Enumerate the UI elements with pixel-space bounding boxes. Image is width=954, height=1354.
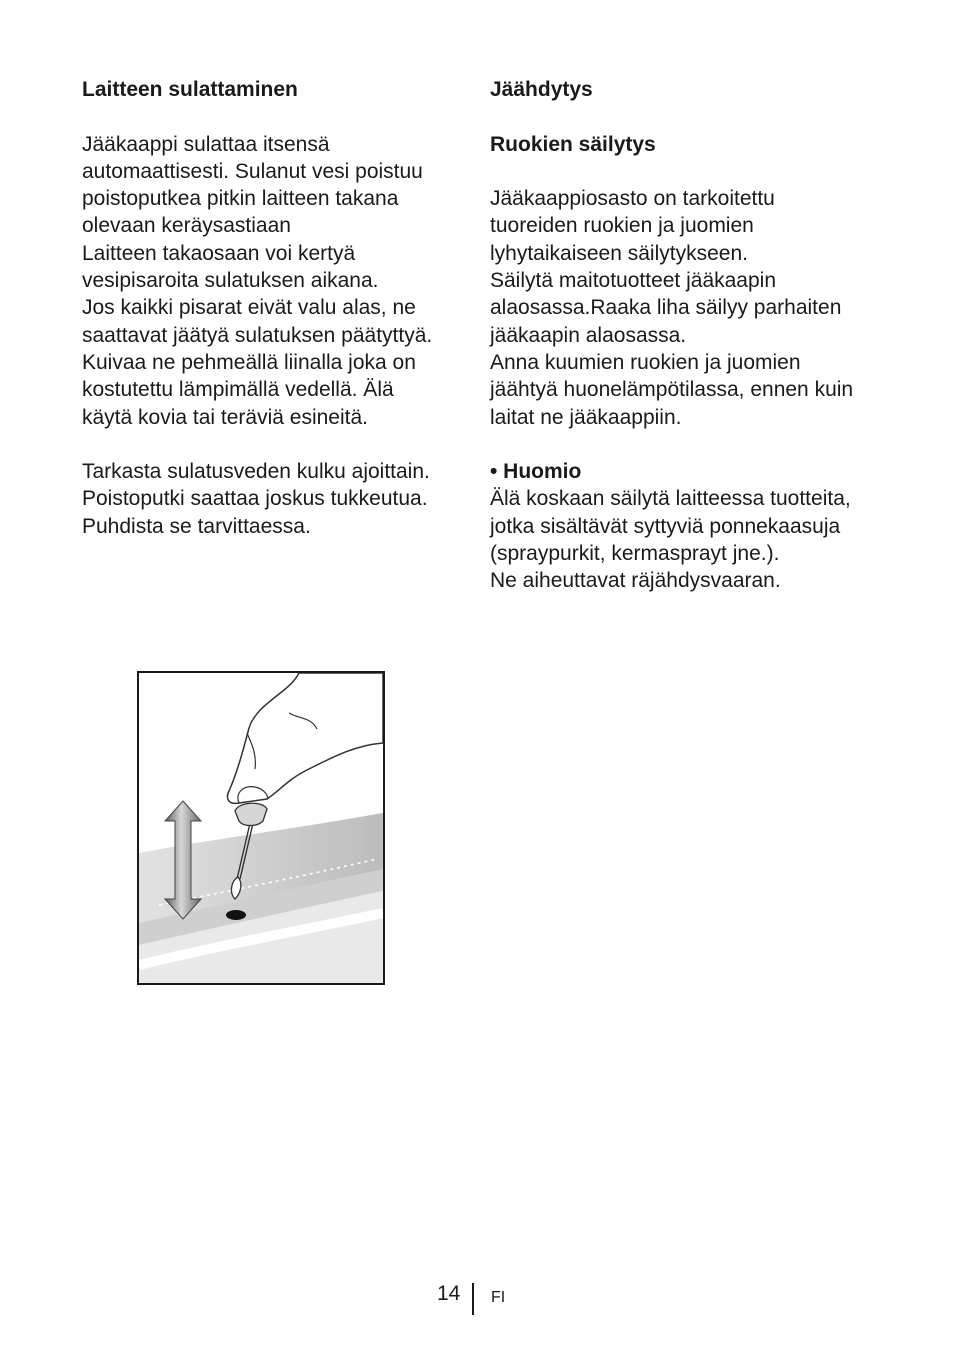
text-line: Puhdista se tarvittaessa. <box>82 514 311 538</box>
text-line: Säilytä maitotuotteet jääkaapin <box>490 269 777 293</box>
spacer <box>490 103 880 130</box>
text-line: laitat ne jääkaappiin. <box>490 405 682 429</box>
text-line: Ne aiheuttavat räjähdysvaaran. <box>490 569 781 593</box>
spacer <box>490 158 880 185</box>
spacer <box>82 431 462 458</box>
text-line: jääkaapin alaosassa. <box>490 323 687 347</box>
text-line: automaattisesti. Sulanut vesi poistuu <box>82 159 423 183</box>
language-code: FI <box>491 1289 506 1306</box>
defrosting-section <box>82 76 462 540</box>
page-footer <box>0 1281 954 1315</box>
food-storage-paragraph <box>490 185 880 431</box>
text-line: Anna kuumien ruokien ja juomien <box>490 350 801 374</box>
warning-note <box>490 458 880 594</box>
drain-cleaning-figure <box>137 671 385 985</box>
text-line: kostutettu lämpimällä vedellä. Älä <box>82 378 394 402</box>
defrosting-paragraph <box>82 131 462 431</box>
page-number: 14 <box>437 1282 461 1305</box>
text-line: jäähtyä huonelämpötilassa, ennen kuin <box>490 378 854 402</box>
text-line: Jos kaikki pisarat eivät valu alas, ne <box>82 296 416 320</box>
text-line: Jääkaappiosasto on tarkoitettu <box>490 187 775 211</box>
text-line: olevaan keräysastiaan <box>82 214 291 238</box>
text-line: Älä koskaan säilytä laitteessa tuotteita, <box>490 487 851 511</box>
text-line: alaosassa.Raaka liha säilyy parhaiten <box>490 296 842 320</box>
text-line: vesipisaroita sulatuksen aikana. <box>82 269 379 293</box>
cooling-section <box>490 76 880 595</box>
spacer <box>82 103 462 130</box>
drain-check-paragraph <box>82 458 462 540</box>
text-line: tuoreiden ruokien ja juomien <box>490 214 754 238</box>
text-line: (spraypurkit, kermasprayt jne.). <box>490 542 780 566</box>
hand-cleaning-drain-hole-illustration <box>139 673 383 983</box>
food-storage-heading: Ruokien säilytys <box>490 132 656 156</box>
text-line: saattavat jäätyä sulatuksen päätyttyä. <box>82 323 433 347</box>
text-line: käytä kovia tai teräviä esineitä. <box>82 405 368 429</box>
text-line: Jääkaappi sulattaa itsensä <box>82 132 330 156</box>
warning-heading: • Huomio <box>490 460 582 484</box>
cooling-heading: Jäähdytys <box>490 78 593 101</box>
text-line: lyhytaikaiseen säilytykseen. <box>490 241 748 265</box>
text-line: Tarkasta sulatusveden kulku ajoittain. <box>82 460 430 484</box>
defrosting-heading: Laitteen sulattaminen <box>82 78 298 101</box>
text-line: jotka sisältävät syttyviä ponnekaasuja <box>490 514 841 538</box>
text-line: Laitteen takaosaan voi kertyä <box>82 241 356 265</box>
text-line: Poistoputki saattaa joskus tukkeutua. <box>82 487 428 511</box>
text-line: Kuivaa ne pehmeällä liinalla joka on <box>82 350 416 374</box>
footer-divider <box>472 1283 474 1315</box>
spacer <box>490 431 880 458</box>
text-line: poistoputkea pitkin laitteen takana <box>82 187 399 211</box>
